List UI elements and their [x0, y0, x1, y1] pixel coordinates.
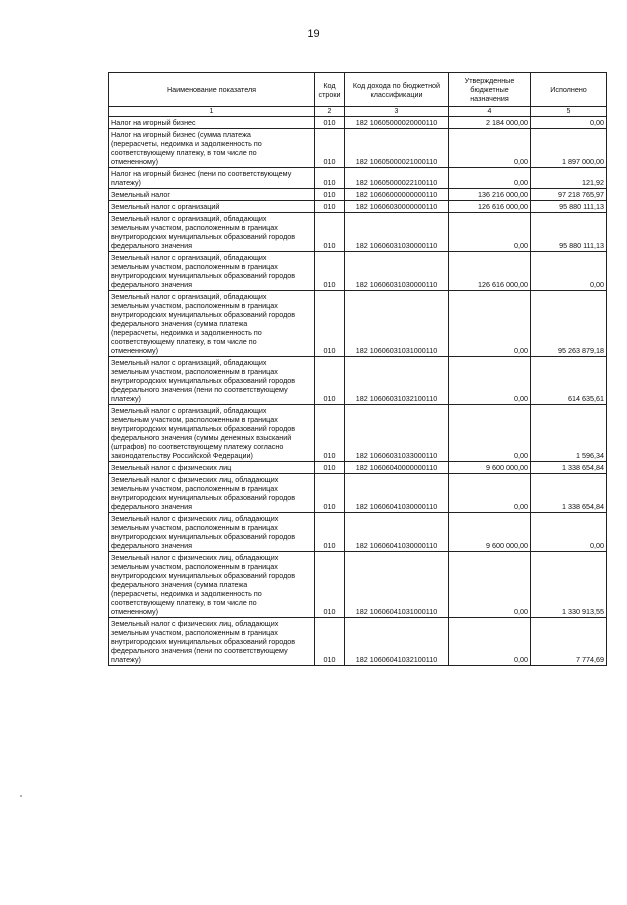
- executed-amount-cell: 1 330 913,55: [531, 552, 607, 618]
- row-code-cell: 010: [315, 552, 345, 618]
- approved-amount-cell: 126 616 000,00: [449, 252, 531, 291]
- income-code-cell: 182 10606041031000110: [345, 552, 449, 618]
- row-code-cell: 010: [315, 213, 345, 252]
- column-number: 3: [345, 107, 449, 117]
- income-code-cell: 182 10606031031000110: [345, 291, 449, 357]
- header-income-code: Код дохода по бюджетной классификации: [345, 73, 449, 107]
- indicator-name-cell: Налог на игорный бизнес (пени по соответствующему платежу): [109, 168, 315, 189]
- indicator-name-cell: Земельный налог с организаций, обладающих земельным участком, расположенным в границах внутригородских муниципальных образований городов федерального значения (пени по соответствующему платежу): [109, 357, 315, 405]
- row-code-cell: 010: [315, 129, 345, 168]
- table-row: [109, 201, 607, 213]
- executed-amount-cell: 0,00: [531, 513, 607, 552]
- indicator-name-cell: Земельный налог с физических лиц, обладающих земельным участком, расположенным в границах внутригородских муниципальных образований городов федерального значения (сумма платежа (перерасчеты, недоимка и задолженность по соответствующему платежу, в том числе по отмененному): [109, 552, 315, 618]
- executed-amount-cell: 614 635,61: [531, 357, 607, 405]
- table-row: [109, 474, 607, 513]
- executed-amount-cell: 95 263 879,18: [531, 291, 607, 357]
- table-row: [109, 513, 607, 552]
- table-row: [109, 129, 607, 168]
- table-row: [109, 213, 607, 252]
- approved-amount-cell: 0,00: [449, 618, 531, 666]
- income-code-cell: 182 10605000021000110: [345, 129, 449, 168]
- approved-amount-cell: 2 184 000,00: [449, 117, 531, 129]
- approved-amount-cell: 0,00: [449, 357, 531, 405]
- income-code-cell: 182 10606031033000110: [345, 405, 449, 462]
- income-code-cell: 182 10606031032100110: [345, 357, 449, 405]
- executed-amount-cell: 95 880 111,13: [531, 213, 607, 252]
- table-row: [109, 117, 607, 129]
- table-row: [109, 189, 607, 201]
- row-code-cell: 010: [315, 117, 345, 129]
- table-row: [109, 462, 607, 474]
- indicator-name-cell: Земельный налог с организаций, обладающих земельным участком, расположенным в границах внутригородских муниципальных образований городов федерального значения (сумма платежа (перерасчеты, недоимка и задолженность по соответствующему платежу, в том числе по отмененному): [109, 291, 315, 357]
- column-number: 2: [315, 107, 345, 117]
- table-row: [109, 405, 607, 462]
- row-code-cell: 010: [315, 357, 345, 405]
- approved-amount-cell: 0,00: [449, 552, 531, 618]
- header-executed: Исполнено: [531, 73, 607, 107]
- table-row: [109, 291, 607, 357]
- approved-amount-cell: 0,00: [449, 405, 531, 462]
- page-number: 19: [307, 28, 320, 40]
- income-code-cell: 182 10606041030000110: [345, 474, 449, 513]
- column-number: 1: [109, 107, 315, 117]
- row-code-cell: 010: [315, 168, 345, 189]
- indicator-name-cell: Земельный налог с организаций, обладающих земельным участком, расположенным в границах внутригородских муниципальных образований городов федерального значения: [109, 213, 315, 252]
- header-approved: Утвержденные бюджетные назначения: [449, 73, 531, 107]
- income-code-cell: 182 10606041030000110: [345, 513, 449, 552]
- table-row: [109, 168, 607, 189]
- approved-amount-cell: 0,00: [449, 474, 531, 513]
- column-numbers-row: [109, 107, 607, 117]
- executed-amount-cell: 1 338 654,84: [531, 474, 607, 513]
- approved-amount-cell: 0,00: [449, 129, 531, 168]
- income-code-cell: 182 10606041032100110: [345, 618, 449, 666]
- row-code-cell: 010: [315, 201, 345, 213]
- row-code-cell: 010: [315, 513, 345, 552]
- indicator-name-cell: Земельный налог с физических лиц, обладающих земельным участком, расположенным в границах внутригородских муниципальных образований городов федерального значения: [109, 513, 315, 552]
- income-code-cell: 182 10606031030000110: [345, 213, 449, 252]
- executed-amount-cell: 97 218 765,97: [531, 189, 607, 201]
- executed-amount-cell: 121,92: [531, 168, 607, 189]
- table-row: [109, 252, 607, 291]
- row-code-cell: 010: [315, 189, 345, 201]
- approved-amount-cell: 0,00: [449, 213, 531, 252]
- column-number: 4: [449, 107, 531, 117]
- income-code-cell: 182 10606031030000110: [345, 252, 449, 291]
- indicator-name-cell: Земельный налог с организаций: [109, 201, 315, 213]
- executed-amount-cell: 95 880 111,13: [531, 201, 607, 213]
- scan-speck: [20, 795, 22, 797]
- table-row: [109, 357, 607, 405]
- executed-amount-cell: 1 596,34: [531, 405, 607, 462]
- indicator-name-cell: Налог на игорный бизнес: [109, 117, 315, 129]
- row-code-cell: 010: [315, 405, 345, 462]
- table-body: [109, 107, 607, 666]
- row-code-cell: 010: [315, 474, 345, 513]
- header-indicator-name: Наименование показателя: [109, 73, 315, 107]
- indicator-name-cell: Земельный налог с физических лиц, обладающих земельным участком, расположенным в границах внутригородских муниципальных образований городов федерального значения: [109, 474, 315, 513]
- income-report-table: [108, 72, 607, 666]
- header-row-code: Код строки: [315, 73, 345, 107]
- approved-amount-cell: 0,00: [449, 291, 531, 357]
- column-number: 5: [531, 107, 607, 117]
- indicator-name-cell: Земельный налог с физических лиц: [109, 462, 315, 474]
- table-header: [109, 73, 607, 107]
- executed-amount-cell: 1 338 654,84: [531, 462, 607, 474]
- income-code-cell: 182 10605000022100110: [345, 168, 449, 189]
- indicator-name-cell: Земельный налог: [109, 189, 315, 201]
- executed-amount-cell: 0,00: [531, 117, 607, 129]
- income-code-cell: 182 10606040000000110: [345, 462, 449, 474]
- row-code-cell: 010: [315, 252, 345, 291]
- indicator-name-cell: Земельный налог с физических лиц, обладающих земельным участком, расположенным в границах внутригородских муниципальных образований городов федерального значения (пени по соответствующему платежу): [109, 618, 315, 666]
- income-code-cell: 182 10605000020000110: [345, 117, 449, 129]
- approved-amount-cell: 0,00: [449, 168, 531, 189]
- indicator-name-cell: Налог на игорный бизнес (сумма платежа (перерасчеты, недоимка и задолженность по соответствующему платежу, в том числе по отмененному): [109, 129, 315, 168]
- row-code-cell: 010: [315, 618, 345, 666]
- table-row: [109, 618, 607, 666]
- approved-amount-cell: 9 600 000,00: [449, 462, 531, 474]
- income-code-cell: 182 10606030000000110: [345, 201, 449, 213]
- indicator-name-cell: Земельный налог с организаций, обладающих земельным участком, расположенным в границах внутригородских муниципальных образований городов федерального значения (суммы денежных взысканий (штрафов) по соответствующему платежу согласно законодательству Российской Федерации): [109, 405, 315, 462]
- executed-amount-cell: 1 897 000,00: [531, 129, 607, 168]
- income-code-cell: 182 10606000000000110: [345, 189, 449, 201]
- approved-amount-cell: 9 600 000,00: [449, 513, 531, 552]
- table-row: [109, 552, 607, 618]
- approved-amount-cell: 126 616 000,00: [449, 201, 531, 213]
- row-code-cell: 010: [315, 291, 345, 357]
- row-code-cell: 010: [315, 462, 345, 474]
- executed-amount-cell: 0,00: [531, 252, 607, 291]
- executed-amount-cell: 7 774,69: [531, 618, 607, 666]
- indicator-name-cell: Земельный налог с организаций, обладающих земельным участком, расположенным в границах внутригородских муниципальных образований городов федерального значения: [109, 252, 315, 291]
- approved-amount-cell: 136 216 000,00: [449, 189, 531, 201]
